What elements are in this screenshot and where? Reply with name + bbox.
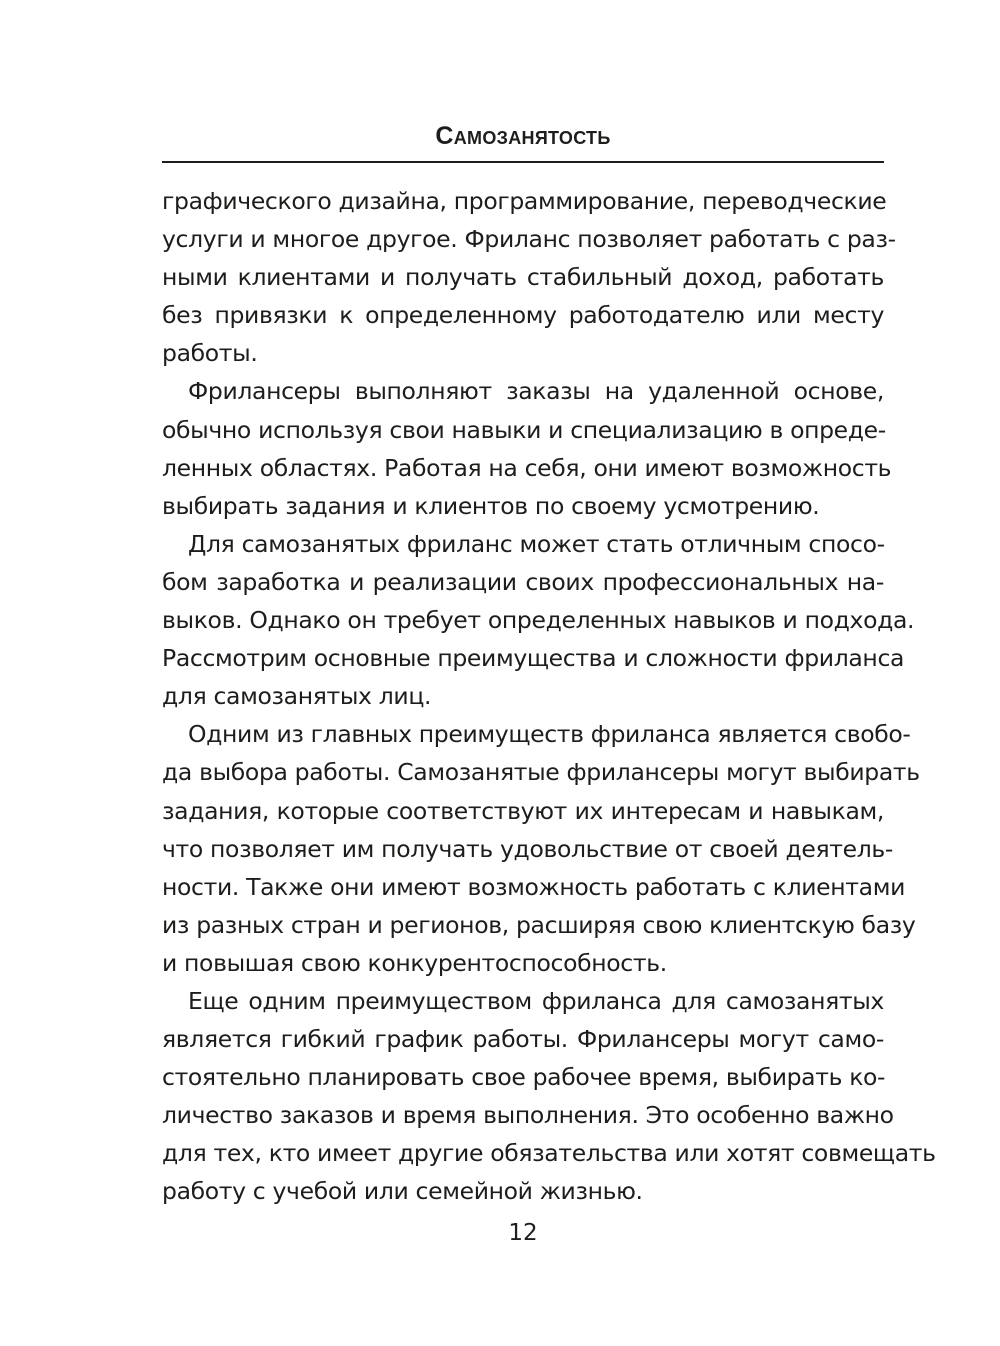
paragraph-5-line: Еще одним преимуществом фриланса для самозанятых: [188, 986, 884, 1015]
paragraph-3-line: бом заработка и реализации своих профессиональных на-: [162, 567, 884, 596]
paragraph-2-line: обычно используя свои навыки и специализацию в опреде-: [162, 415, 886, 444]
paragraph-1-line: работы.: [162, 339, 258, 368]
paragraph-3-line: Для самозанятых фриланс может стать отличным спосо-: [188, 529, 885, 558]
paragraph-2-line: ленных областях. Работая на себя, они имеют возможность: [162, 453, 892, 482]
paragraph-4-line: из разных стран и регионов, расширяя свою клиентскую базу: [162, 910, 916, 939]
paragraph-4-line: Одним из главных преимуществ фриланса является свобо-: [188, 720, 911, 749]
paragraph-4-line: и повышая свою конкурентоспособность.: [162, 948, 667, 977]
body-text: [162, 182, 936, 1211]
paragraph-5-line: работу с учебой или семейной жизнью.: [162, 1177, 643, 1206]
paragraph-5-line: является гибкий график работы. Фрилансеры могут само-: [162, 1025, 884, 1054]
paragraph-1-line: графического дизайна, программирование, переводческие: [162, 187, 887, 215]
paragraph-3-line: для самозанятых лиц.: [162, 682, 432, 711]
header-rule: [162, 161, 884, 163]
page-number: 12: [508, 1220, 538, 1246]
paragraph-1-line: без привязки к определенному работодателю или месту: [162, 301, 884, 330]
paragraph-5-line: стоятельно планировать свое рабочее время, выбирать ко-: [162, 1063, 886, 1092]
paragraph-1-line: услуги и многое другое. Фриланс позволяет работать с раз-: [162, 225, 896, 254]
paragraph-4-line: задания, которые соответствуют их интересам и навыкам,: [162, 796, 884, 825]
paragraph-4-line: да выбора работы. Самозанятые фрилансеры могут выбирать: [162, 758, 920, 787]
paragraph-3-line: Рассмотрим основные преимущества и сложности фриланса: [162, 644, 905, 673]
paragraph-2-line: выбирать задания и клиентов по своему усмотрению.: [162, 491, 820, 520]
paragraph-4-line: что позволяет им получать удовольствие от своей деятель-: [162, 834, 894, 863]
paragraph-3-line: выков. Однако он требует определенных навыков и подхода.: [162, 606, 915, 635]
paragraph-1-line: ными клиентами и получать стабильный доход, работать: [162, 263, 884, 292]
running-head: Самозанятость: [435, 122, 611, 150]
paragraph-4-line: ности. Также они имеют возможность работать с клиентами: [162, 872, 905, 901]
paragraph-2-line: Фрилансеры выполняют заказы на удаленной основе,: [188, 377, 884, 406]
paragraph-5-line: личество заказов и время выполнения. Это особенно важно: [162, 1101, 894, 1130]
paragraph-5-line: для тех, кто имеет другие обязательства или хотят совмещать: [162, 1139, 936, 1168]
